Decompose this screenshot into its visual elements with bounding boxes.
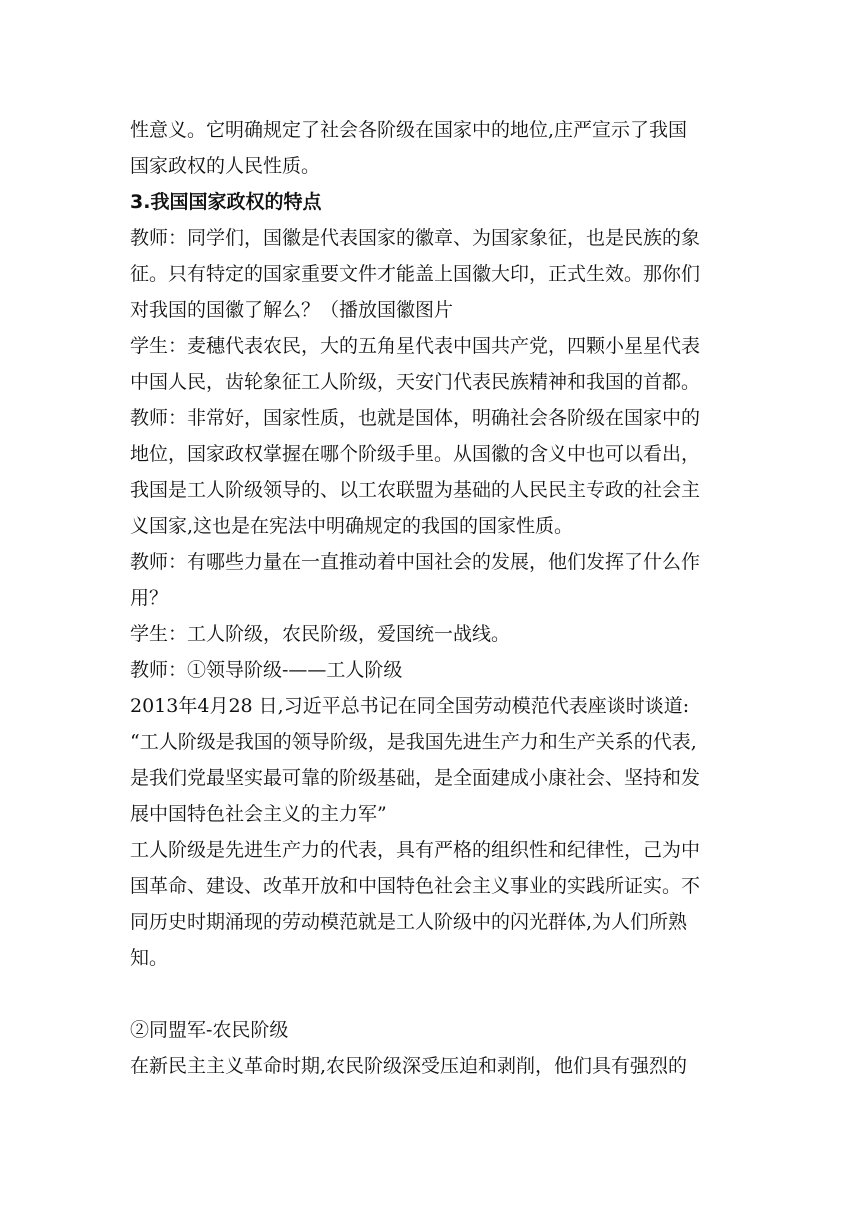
blank-line (130, 976, 742, 1012)
text-line: 国革命、建设、改革开放和中国特色社会主义事业的实践所证实。不 (130, 875, 701, 897)
text-line: 展中国特色社会主义的主力军” (130, 803, 387, 825)
text-line: 征。只有特定的国家重要文件才能盖上国徽大印，正式生效。那你们 (130, 263, 701, 285)
text-line: 教师：同学们，国徽是代表国家的徽章、为国家象征，也是民族的象 (130, 227, 701, 249)
text-line: ②同盟军-农民阶级 (130, 1019, 289, 1041)
text-line: 教师：①领导阶级-——工人阶级 (130, 659, 403, 681)
text-line: 我国是工人阶级领导的、以工农联盟为基础的人民民主专政的社会主 (130, 479, 701, 501)
text-line: 知。 (130, 947, 169, 969)
text-line: 中国人民，齿轮象征工人阶级，天安门代表民族精神和我国的首都。 (130, 371, 701, 393)
text-line: “工人阶级是我国的领导阶级，是我国先进生产力和生产关系的代表, (130, 731, 697, 753)
text-line: 地位，国家政权掌握在哪个阶级手里。从国徽的含义中也可以看出， (130, 443, 701, 465)
text-line: 学生：工人阶级，农民阶级，爱国统一战线。 (130, 623, 511, 645)
document-body (130, 112, 742, 1084)
text-line: 在新民主主义革命时期,农民阶级深受压迫和剥削，他们具有强烈的 (130, 1055, 688, 1077)
text-line: 对我国的国徽了解么？（播放国徽图片 (130, 299, 454, 321)
text-line: 工人阶级是先进生产力的代表，具有严格的组织性和纪律性，己为中 (130, 839, 701, 861)
text-line: 教师：有哪些力量在一直推动着中国社会的发展，他们发挥了什么作 (130, 551, 701, 573)
section-heading: 3.我国国家政权的特点 (130, 191, 322, 213)
text-line: 性意义。它明确规定了社会各阶级在国家中的地位,庄严宣示了我国 (130, 119, 688, 141)
text-line: 义国家,这也是在宪法中明确规定的我国的国家性质。 (130, 515, 574, 537)
text-line: 教师：非常好，国家性质，也就是国体，明确社会各阶级在国家中的 (130, 407, 701, 429)
text-line: 用？ (130, 587, 169, 609)
text-line: 国家政权的人民性质。 (130, 155, 321, 177)
text-line: 同历史时期涌现的劳动模范就是工人阶级中的闪光群体,为人们所熟 (130, 911, 688, 933)
text-line: 2013年4月28 日,习近平总书记在同全国劳动模范代表座谈时谈道: (130, 695, 690, 717)
text-line: 是我们党最坚实最可靠的阶级基础，是全面建成小康社会、坚持和发 (130, 767, 701, 789)
text-line: 学生：麦穗代表农民，大的五角星代表中国共产党，四颗小星星代表 (130, 335, 701, 357)
